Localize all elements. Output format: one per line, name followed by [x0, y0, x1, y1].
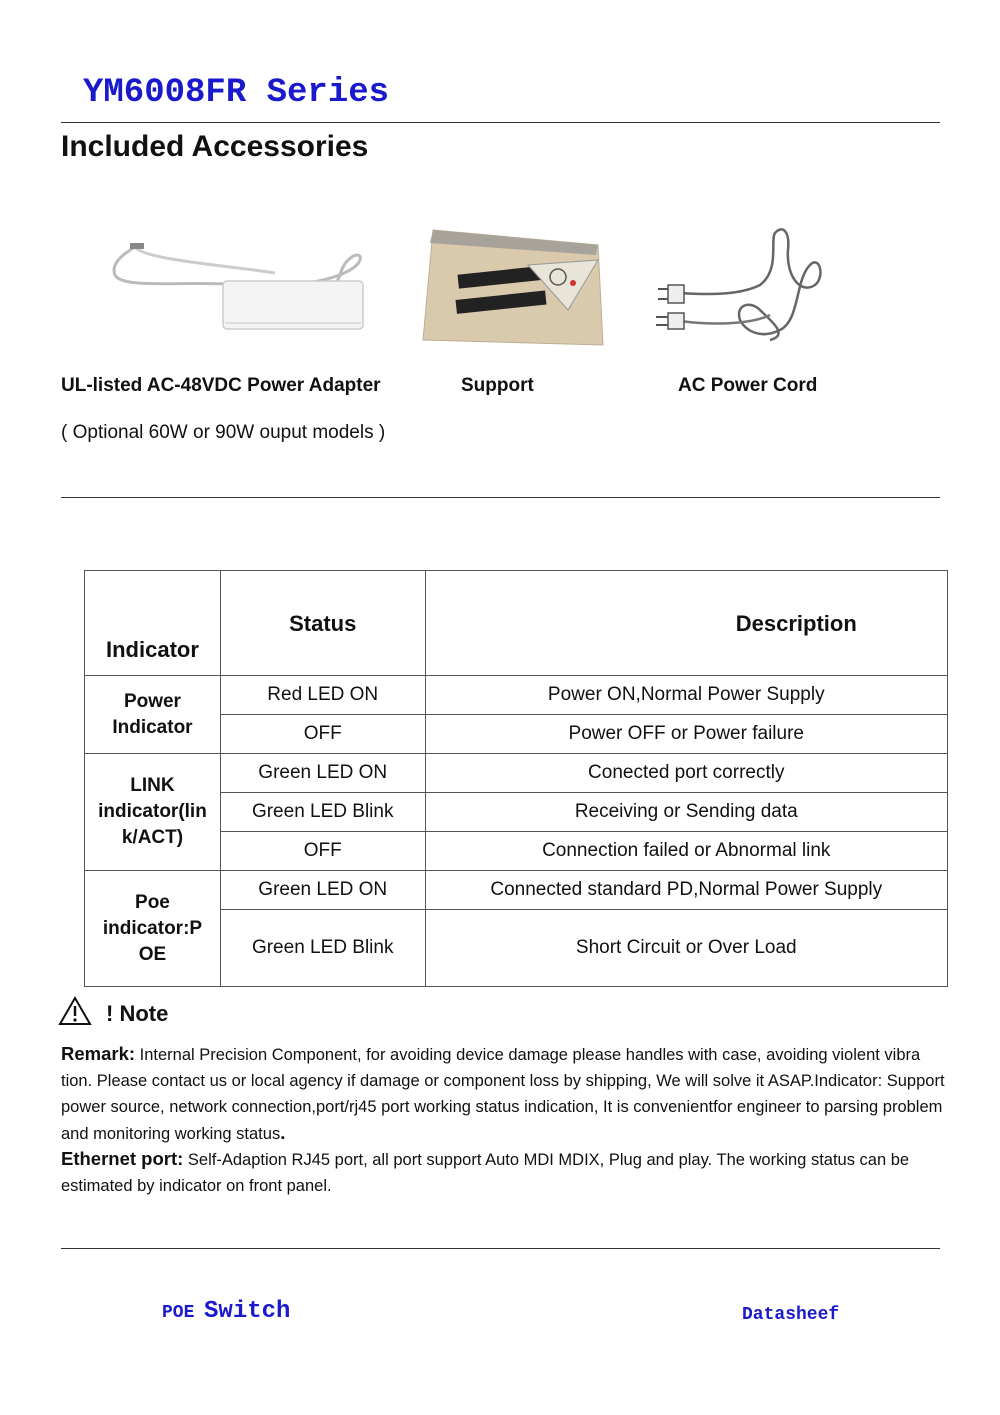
group-link-indicator	[85, 754, 221, 871]
status-cell: Green LED ON	[220, 871, 425, 910]
group-name-line: LINK	[130, 775, 175, 796]
accessory-label-adapter: UL-listed AC-48VDC Power Adapter	[61, 375, 381, 396]
status-cell: OFF	[220, 715, 425, 754]
section-title: Included Accessories	[61, 130, 369, 163]
table-row	[85, 676, 948, 715]
footer-product-name	[162, 1298, 290, 1325]
remark-paragraph	[61, 1041, 945, 1147]
ethernet-text: Self-Adaption RJ45 port, all port support Auto MDI MDIX, Plug and play. The working status can be estimated by indicator on front panel.	[61, 1151, 910, 1195]
description-cell: Conected port correctly	[425, 754, 947, 793]
ethernet-label: Ethernet port:	[61, 1148, 184, 1169]
header-divider	[61, 122, 940, 123]
power-adapter-image	[105, 235, 365, 335]
description-cell: Power ON,Normal Power Supply	[425, 676, 947, 715]
remark-label: Remark:	[61, 1043, 136, 1064]
footer-datasheet: Datasheef	[742, 1305, 840, 1325]
group-name-line: OE	[138, 943, 167, 965]
remark-text: Internal Precision Component, for avoiding device damage please handles with case, avoiding violent vibra tion. Please contact us or local agency if damage or component loss by shipping, We will solve it ASAP.Indicator: Support power source, network connection,port/rj45 port working status indication, It is convenientfor engineer to parsing problem and monitoring working status	[61, 1046, 945, 1143]
ac-power-cord-image	[650, 225, 830, 350]
status-cell: Green LED Blink	[220, 910, 425, 987]
group-name-line: Power	[123, 690, 181, 712]
accessory-label-support: Support	[461, 375, 534, 396]
description-cell: Receiving or Sending data	[425, 793, 947, 832]
header-indicator: Indicator	[85, 571, 221, 676]
group-power-indicator	[85, 676, 221, 754]
header-description: Description	[425, 571, 947, 676]
accessory-note: ( Optional 60W or 90W ouput models )	[61, 422, 386, 443]
group-name-line: indicator:P	[102, 917, 203, 939]
footer-switch: Switch	[204, 1298, 291, 1325]
status-cell: Green LED Blink	[220, 793, 425, 832]
remark-end: .	[280, 1122, 286, 1143]
group-name-line: k/ACT)	[121, 827, 184, 848]
group-poe-indicator	[85, 871, 221, 987]
series-title: YM6008FR Series	[83, 74, 390, 112]
indicator-table	[84, 570, 948, 987]
warning-triangle-icon	[58, 996, 92, 1031]
footer-poe: POE	[162, 1303, 195, 1323]
table-row	[85, 754, 948, 793]
group-name-line: Indicator	[112, 716, 193, 738]
note-label: ! Note	[106, 1000, 169, 1026]
table-header-row	[85, 571, 948, 676]
description-cell: Short Circuit or Over Load	[425, 910, 947, 987]
group-name-line: Poe	[135, 891, 170, 913]
status-cell: Green LED ON	[220, 754, 425, 793]
description-cell: Connected standard PD,Normal Power Supply	[425, 871, 947, 910]
ethernet-paragraph	[61, 1146, 945, 1199]
description-cell: Connection failed or Abnormal link	[425, 832, 947, 871]
status-cell: OFF	[220, 832, 425, 871]
section-divider	[61, 497, 940, 498]
accessory-label-cord: AC Power Cord	[678, 375, 818, 396]
table-row	[85, 871, 948, 910]
note-heading	[58, 996, 168, 1031]
header-status: Status	[220, 571, 425, 676]
mounting-support-image	[418, 225, 608, 355]
status-cell: Red LED ON	[220, 676, 425, 715]
description-cell: Power OFF or Power failure	[425, 715, 947, 754]
footer-divider	[61, 1248, 940, 1249]
group-name-line: indicator(lin	[98, 801, 207, 822]
